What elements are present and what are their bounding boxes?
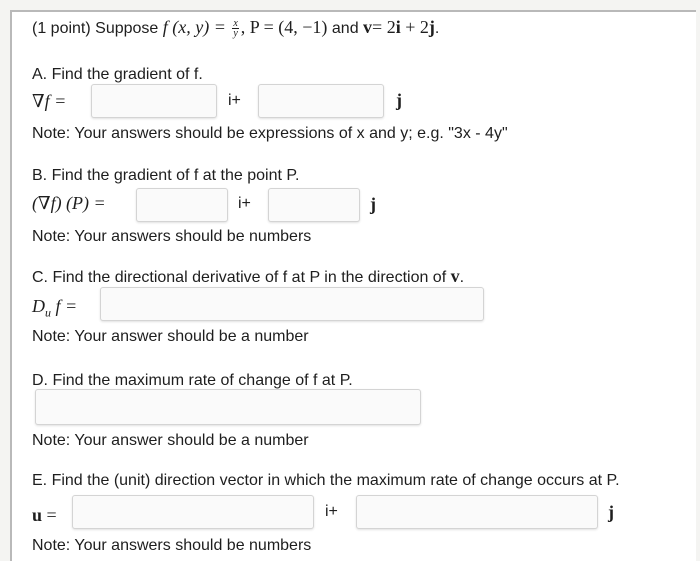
part-d-input[interactable] <box>35 389 421 425</box>
part-e-u: u <box>32 505 43 525</box>
part-e-j-input[interactable] <box>356 495 598 529</box>
part-c-period: . <box>459 269 465 286</box>
fraction-denominator: y <box>233 28 238 40</box>
part-e-i-input[interactable] <box>72 495 314 529</box>
part-c-note: Note: Your answer should be a number <box>32 328 309 345</box>
and-text: and <box>331 20 359 37</box>
nabla-icon: ∇f = <box>32 91 67 111</box>
part-b-j-input[interactable] <box>268 188 360 222</box>
part-e-eq: = <box>46 505 57 525</box>
vector-eq: = 2 <box>372 17 396 37</box>
directional-d: D <box>32 296 45 316</box>
part-e-j-label: j <box>608 502 614 522</box>
directional-sub-u: u <box>45 305 51 320</box>
part-b-note: Note: Your answers should be numbers <box>32 228 312 245</box>
point-def: , P = (4, −1) <box>240 17 328 37</box>
part-b-i-label: i+ <box>238 195 251 212</box>
part-c-question <box>32 266 464 287</box>
part-b-i-input[interactable] <box>136 188 228 222</box>
problem-prefix: (1 point) Suppose <box>32 20 159 37</box>
part-c-question-text: C. Find the directional derivative of f at P in the direction of <box>32 269 447 286</box>
part-a-note: Note: Your answers should be expressions of x and y; e.g. "3x - 4y" <box>32 125 508 142</box>
part-c-label <box>32 296 77 321</box>
part-a-i-input[interactable] <box>91 84 217 118</box>
period: . <box>434 20 440 37</box>
fraction-numerator: x <box>233 18 238 30</box>
part-b-label: (∇f) (P) = <box>32 193 106 213</box>
part-a-question: A. Find the gradient of f. <box>32 66 203 83</box>
vector-v: v <box>363 17 373 37</box>
directional-f-eq: f = <box>55 296 78 316</box>
part-e-note: Note: Your answers should be numbers <box>32 537 312 554</box>
part-b-question: B. Find the gradient of f at the point P. <box>32 167 300 184</box>
part-b-j-label: j <box>370 194 376 214</box>
part-d-question: D. Find the maximum rate of change of f at P. <box>32 372 353 389</box>
part-c-input[interactable] <box>100 287 484 321</box>
part-d-note: Note: Your answer should be a number <box>32 432 309 449</box>
part-a-i-label: i+ <box>228 92 241 109</box>
part-c-vector-v: v <box>450 266 460 286</box>
part-a-label <box>32 91 66 112</box>
fraction-x-over-y <box>232 19 238 38</box>
part-e-i-label: i+ <box>325 503 338 520</box>
vector-j: j <box>428 17 435 37</box>
vector-plus: + 2 <box>400 17 429 37</box>
vector-i: i <box>395 17 401 37</box>
part-a-j-input[interactable] <box>258 84 384 118</box>
function-def: f (x, y) = <box>162 17 226 37</box>
part-e-label <box>32 505 57 526</box>
part-e-question: E. Find the (unit) direction vector in which the maximum rate of change occurs at P. <box>32 472 620 489</box>
part-a-j-label: j <box>396 90 402 110</box>
problem-statement <box>32 17 439 38</box>
